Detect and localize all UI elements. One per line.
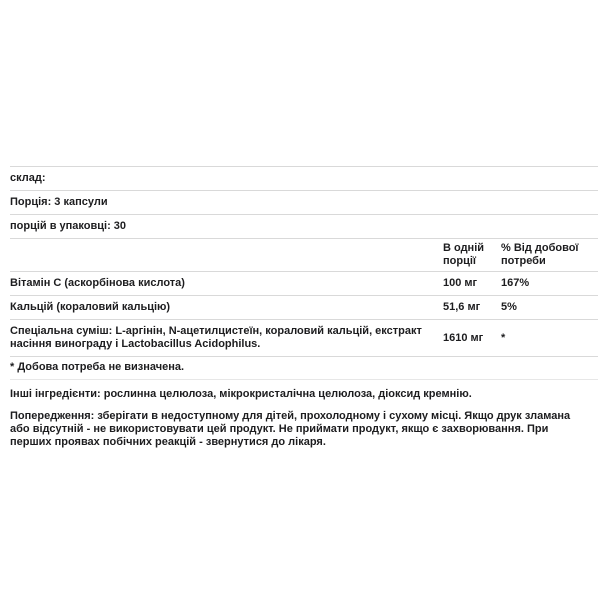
facts-table-header xyxy=(10,238,598,271)
ingredient-amount: 1610 мг xyxy=(443,331,484,344)
daily-value-footnote-text: * Добова потреба не визначена. xyxy=(10,361,185,373)
ingredient-name: Кальцій (кораловий кальцію) xyxy=(10,301,171,313)
warnings-text: Попередження: зберігати в недоступному для дітей, прохолодному і сухому місці. Якщо друк зламана або відсутній - не використовувати цей продукт. Не приймати продукт, якщо є захворювання. При перших проявах побічних реакцій - звернутися до лікаря. xyxy=(10,410,571,448)
composition-heading xyxy=(10,166,598,190)
column-header-daily-value: % Від добової потреби xyxy=(501,242,579,267)
ingredient-name: Спеціальна суміш: L-аргінін, N-ацетилцистеїн, кораловий кальцій, екстракт насіння винограду і Lactobacillus Acidophilus. xyxy=(10,325,422,350)
ingredient-amount: 100 мг xyxy=(443,277,478,289)
ingredient-daily-value: * xyxy=(501,331,506,344)
daily-value-footnote xyxy=(10,356,598,380)
ingredient-amount: 51,6 мг xyxy=(443,301,481,313)
ingredient-daily-value: 5% xyxy=(501,301,517,313)
supplement-facts-panel xyxy=(0,166,600,449)
table-row-vitamin-c xyxy=(10,271,598,295)
table-row-calcium xyxy=(10,295,598,319)
serving-size-row xyxy=(10,190,598,214)
ingredient-name: Вітамін C (аскорбінова кислота) xyxy=(10,277,185,289)
servings-per-container-label: порцій в упаковці: 30 xyxy=(10,220,127,232)
composition-heading-label: склад: xyxy=(10,172,46,184)
table-row-special-blend xyxy=(10,319,598,356)
column-header-amount: В одній порції xyxy=(443,242,485,267)
servings-per-container-row xyxy=(10,214,598,238)
ingredient-daily-value: 167% xyxy=(501,277,530,289)
other-ingredients-text: Інші інгредієнти: рослинна целюлоза, мікрокристалічна целюлоза, діоксид кремнію. xyxy=(10,388,472,400)
serving-size-label: Порція: 3 капсули xyxy=(10,196,108,208)
